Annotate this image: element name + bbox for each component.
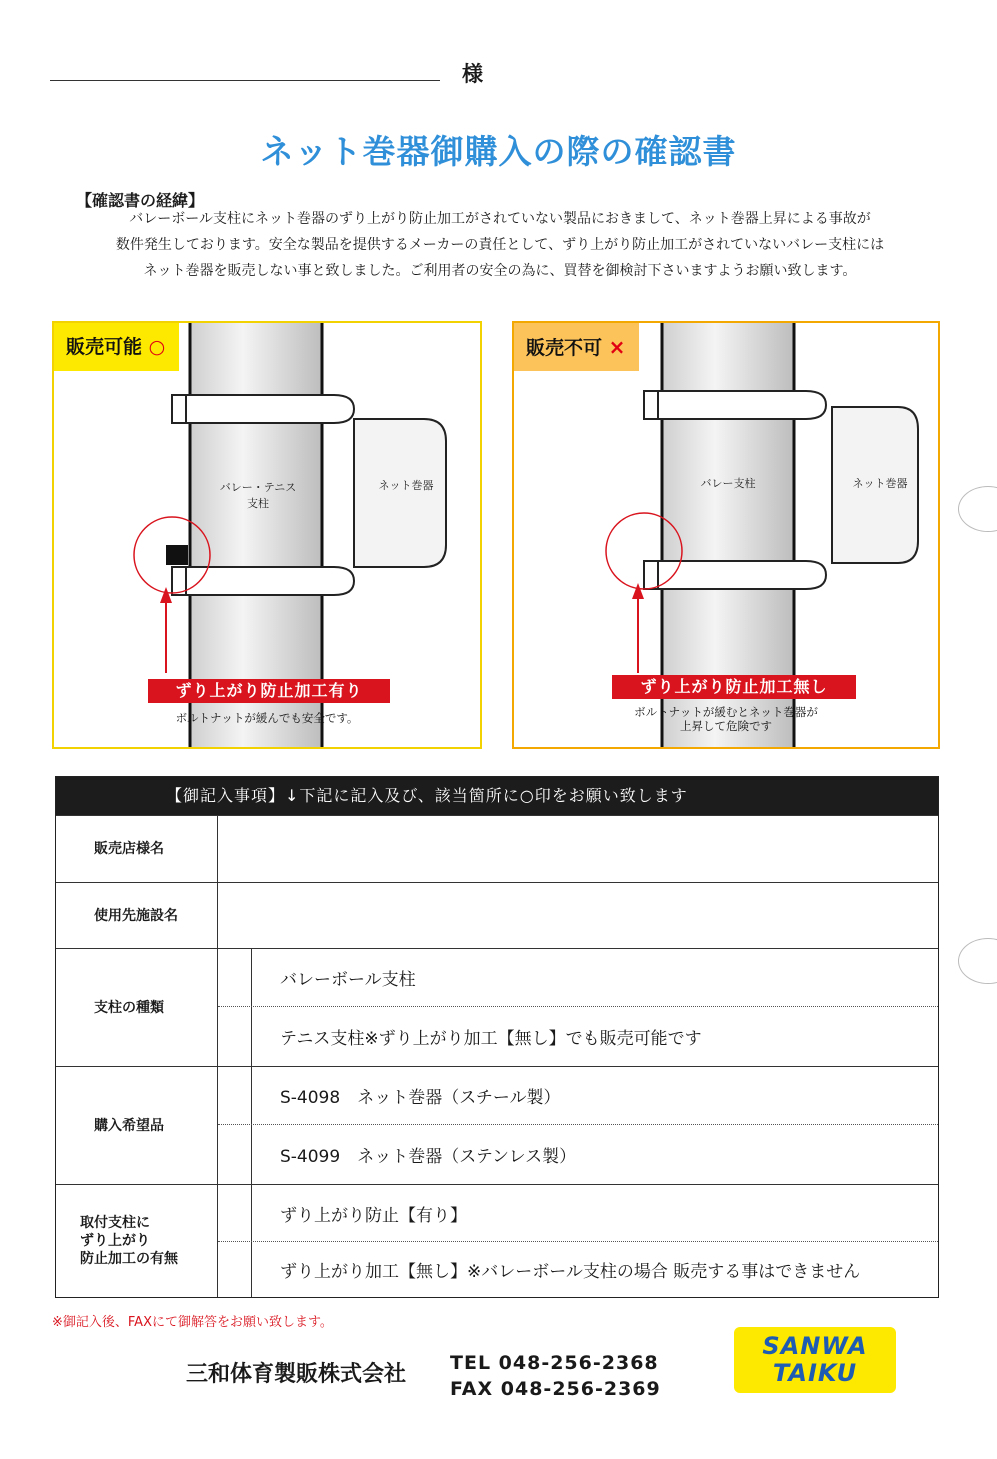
upper-band — [650, 391, 826, 419]
badge-text: 販売不可 — [526, 337, 603, 359]
selection-column — [218, 1067, 252, 1184]
pole-label: バレー支柱 — [700, 477, 756, 490]
option-anti-slip-no[interactable]: ずり上がり加工【無し】※バレーボール支柱の場合 販売する事はできません — [280, 1261, 861, 1282]
form-row-store — [56, 815, 938, 882]
form-row-facility — [56, 882, 938, 948]
selection-column — [218, 949, 252, 1066]
row-label-line: 取付支柱に — [80, 1215, 150, 1231]
panel-note — [514, 705, 938, 733]
panel-sale-allowed — [52, 321, 482, 749]
device-label: ネット巻器 — [852, 477, 908, 490]
panel-note-line: 上昇して危険です — [680, 719, 772, 733]
row-label: 使用先施設名 — [56, 883, 218, 948]
sanwa-taiku-logo — [734, 1327, 896, 1393]
row-label — [56, 1185, 218, 1297]
row-label: 支柱の種類 — [56, 949, 218, 1066]
row-label: 購入希望品 — [56, 1067, 218, 1184]
tel-number: TEL 048-256-2368 — [450, 1352, 659, 1374]
background-heading: 【確認書の経緯】 — [76, 191, 205, 210]
arrow-head — [632, 583, 644, 599]
fax-number: FAX 048-256-2369 — [450, 1378, 661, 1400]
badge-text: 販売可能 — [66, 336, 143, 358]
upper-band — [178, 395, 354, 423]
option-anti-slip-yes[interactable]: ずり上がり防止【有り】 — [280, 1205, 467, 1226]
pole-label: 支柱 — [247, 497, 269, 510]
lower-band — [650, 561, 826, 589]
option-product-s4098[interactable]: S-4098 ネット巻器（スチール製） — [280, 1088, 561, 1108]
background-text — [60, 206, 940, 284]
panel-note-line: ボルトナットが緩むとネット巻器が — [634, 705, 818, 719]
background-line: 数件発生しております。安全な製品を提供するメーカーの責任として、ずり上がり防止加工がされていないバレー支柱には — [115, 237, 885, 253]
lower-band — [178, 567, 354, 595]
panel-sale-not-allowed — [512, 321, 940, 749]
punch-hole — [958, 938, 997, 984]
panel-note: ボルトナットが緩んでも安全です。 — [175, 711, 359, 725]
form-header: 【御記入事項】↓下記に記入及び、該当箇所に○印をお願い致します — [56, 777, 938, 815]
option-product-s4099[interactable]: S-4099 ネット巻器（ステンレス製） — [280, 1146, 577, 1167]
net-winder — [354, 419, 446, 567]
badge-not-allowed — [514, 323, 639, 371]
anti-slip-label: ずり上がり防止加工有り — [148, 679, 390, 703]
logo-line: TAIKU — [772, 1359, 858, 1387]
facility-name-field[interactable] — [218, 883, 938, 948]
form-row-anti-slip — [56, 1184, 938, 1297]
entry-form — [55, 776, 939, 1298]
punch-hole — [958, 486, 997, 532]
circle-mark-icon: ○ — [148, 336, 166, 358]
document-title: ネット巻器御購入の際の確認書 — [260, 132, 737, 171]
row-label-line: 防止加工の有無 — [80, 1251, 178, 1267]
pole-label: バレー・テニス — [219, 481, 297, 494]
form-row-product — [56, 1066, 938, 1184]
row-label-line: ずり上がり — [80, 1233, 150, 1249]
company-name: 三和体育製販株式会社 — [186, 1362, 407, 1387]
device-label: ネット巻器 — [378, 479, 434, 492]
arrow-head — [160, 587, 172, 603]
logo-line: SANWA — [762, 1332, 868, 1360]
store-name-field[interactable] — [218, 816, 938, 882]
form-row-pole-type — [56, 948, 938, 1066]
addressee-line[interactable] — [50, 80, 440, 81]
cross-mark-icon: × — [608, 335, 626, 359]
option-pole-volleyball[interactable]: バレーボール支柱 — [280, 970, 416, 990]
option-pole-tennis[interactable]: テニス支柱※ずり上がり加工【無し】でも販売可能です — [280, 1028, 702, 1049]
anti-slip-stopper — [166, 545, 188, 565]
background-line: ネット巻器を販売しない事と致しました。ご利用者の安全の為に、買替を御検討下さいますようお願い致します。 — [143, 263, 857, 279]
addressee-suffix: 様 — [462, 62, 483, 86]
badge-allowed — [54, 323, 179, 371]
contact-numbers — [450, 1350, 661, 1402]
background-line: バレーボール支柱にネット巻器のずり上がり防止加工がされていない製品におきまして、ネット巻器上昇による事故が — [129, 211, 871, 227]
fax-note: ※御記入後、FAXにて御解答をお願い致します。 — [52, 1315, 333, 1330]
row-label: 販売店様名 — [56, 816, 218, 882]
anti-slip-label: ずり上がり防止加工無し — [612, 675, 856, 699]
